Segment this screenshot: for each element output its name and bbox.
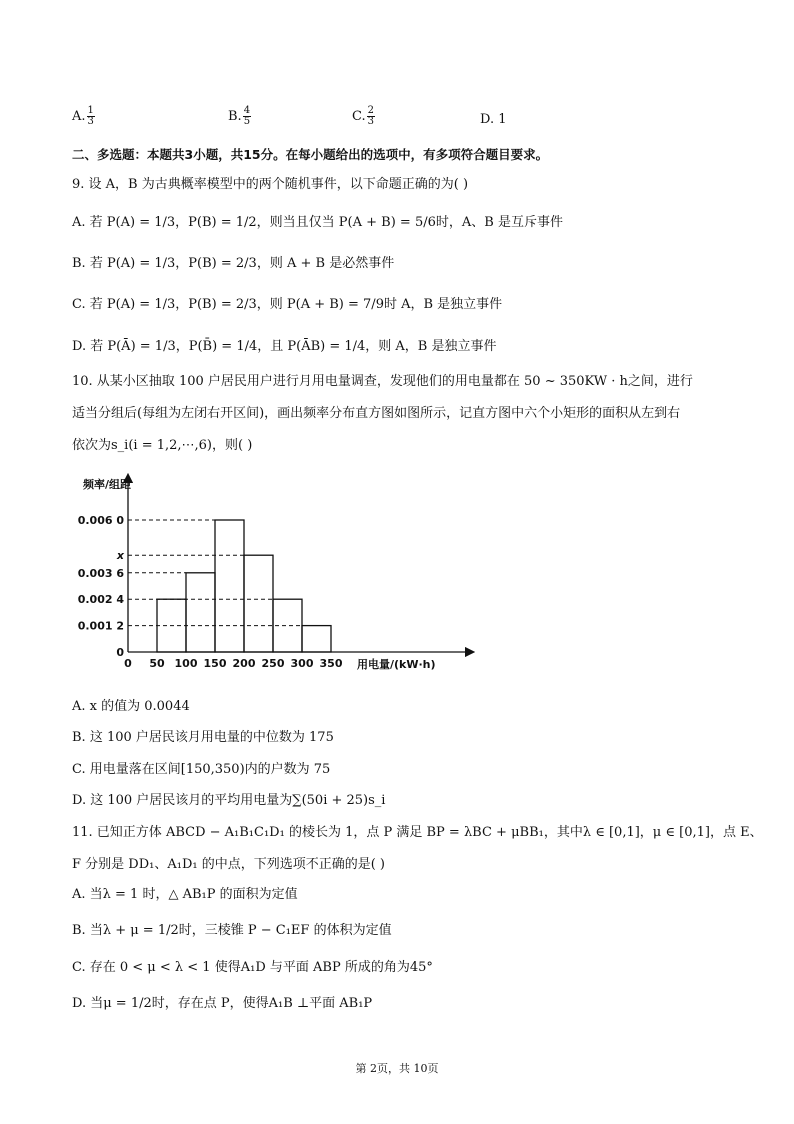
q8-option-d: D. 1 (480, 112, 507, 127)
y-tick-labels (78, 514, 125, 659)
x-tick-label: 350 (319, 657, 343, 670)
y-axis-label: 频率/组距 (83, 478, 132, 491)
y-tick-label: 0 (116, 646, 124, 659)
q8-option-c: C. $\frac{2}{3}$ (352, 105, 374, 127)
section-heading: 二、多选题：本题共3小题，共15分。在每小题给出的选项中，有多项符合题目要求。 (72, 147, 549, 162)
q10-stem-line3: 依次为s_i(i = 1,2,⋯,6)，则( ) (72, 438, 253, 453)
x-tick-label: 300 (290, 657, 314, 670)
q9-option-a: A. 若 P(A) = 1/3，P(B) = 1/2，则当且仅当 P(A + B) = 5/6时，A、B 是互斥事件 (72, 215, 563, 230)
q10-stem-line2: 适当分组后(每组为左闭右开区间)，画出频率分布直方图如图所示，记直方图中六个小矩形的面积从左到右 (72, 406, 681, 421)
q10-option-b: B. 这 100 户居民该月用电量的中位数为 175 (72, 730, 334, 745)
q10-stem-line1: 10. 从某小区抽取 100 户居民用户进行月用电量调查，发现他们的用电量都在 50 ~ 350KW · h之间，进行 (72, 374, 693, 389)
q11-option-d: D. 当μ = 1/2时，存在点 P，使得A₁B ⊥平面 AB₁P (72, 996, 373, 1011)
frequency-histogram (75, 470, 475, 680)
histogram-bar (244, 555, 273, 652)
q11-option-a: A. 当λ = 1 时，△ AB₁P 的面积为定值 (72, 887, 298, 902)
q10-option-d: D. 这 100 户居民该月的平均用电量为∑(50i + 25)s_i (72, 793, 386, 808)
histogram-bar (302, 626, 331, 652)
y-tick-label: 0.003 6 (77, 566, 124, 580)
q10-option-c: C. 用电量落在区间[150,350)内的户数为 75 (72, 762, 331, 777)
q9-option-b: B. 若 P(A) = 1/3，P(B) = 2/3，则 A + B 是必然事件 (72, 256, 395, 271)
histogram-bars (157, 520, 331, 652)
q11-stem-line2: F 分别是 DD₁、A₁D₁ 的中点，下列选项不正确的是( ) (72, 857, 385, 872)
x-tick-label: 200 (232, 657, 256, 670)
q8-option-b: B. $\frac{4}{5}$ (228, 105, 251, 127)
x-tick-label: 0 (124, 657, 132, 670)
q11-option-c: C. 存在 0 < μ < λ < 1 使得A₁D 与平面 ABP 所成的角为45° (72, 960, 433, 975)
q9-stem: 9. 设 A，B 为古典概率模型中的两个随机事件，以下命题正确的为( ) (72, 177, 469, 192)
y-tick-label: 0.006 0 (77, 514, 124, 527)
q10-option-a: A. x 的值为 0.0044 (72, 699, 190, 714)
q9-option-d: D. 若 P(Ā) = 1/3，P(B̄) = 1/4，且 P(ĀB) = 1/4，则 A，B 是独立事件 (72, 339, 497, 354)
x-tick-label: 250 (261, 657, 285, 670)
x-axis-label: 用电量/(kW·h) (357, 658, 436, 671)
q9-option-c: C. 若 P(A) = 1/3，P(B) = 2/3，则 P(A + B) = 7/9时 A，B 是独立事件 (72, 297, 503, 312)
x-tick-label: 100 (174, 657, 198, 670)
x-tick-label: 50 (149, 657, 165, 670)
q8-option-a: A. $\frac{1}{3}$ (72, 105, 94, 127)
y-tick-label: 0.002 4 (77, 593, 124, 607)
histogram-bar (186, 573, 215, 652)
q11-option-b: B. 当λ + μ = 1/2时，三棱锥 P − C₁EF 的体积为定值 (72, 923, 392, 938)
y-tick-label: x (116, 549, 124, 563)
page-footer: 第 2页，共 10页 (355, 1062, 439, 1075)
x-tick-label: 150 (203, 657, 227, 670)
y-tick-label: 0.001 2 (77, 619, 124, 633)
q11-stem-line1: 11. 已知正方体 ABCD − A₁B₁C₁D₁ 的棱长为 1，点 P 满足 BP = λBC + μBB₁，其中λ ∈ [0,1]，μ ∈ [0,1]，点 E、 (72, 825, 763, 840)
histogram-bar (215, 520, 244, 652)
x-tick-labels (124, 657, 343, 670)
